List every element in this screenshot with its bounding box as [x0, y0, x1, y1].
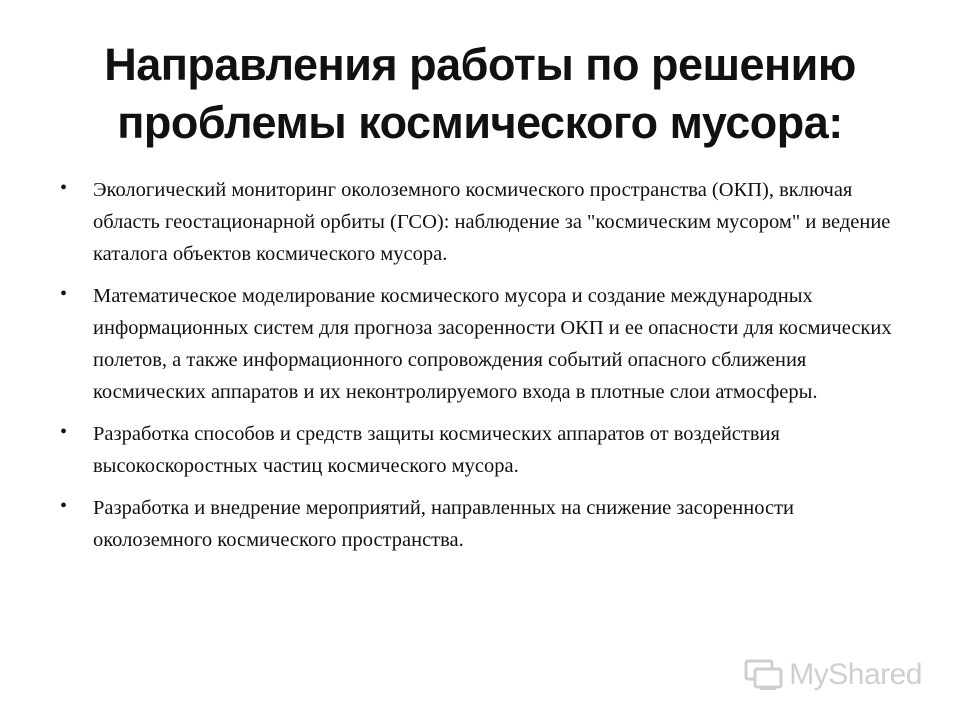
watermark-text: MyShared: [789, 658, 922, 691]
bullet-item: [60, 280, 910, 408]
bullet-list: [60, 174, 910, 566]
bullet-text: Разработка способов и средств защиты космических аппаратов от воздействия высокоскоростных частиц космического мусора.: [93, 423, 780, 477]
bullet-text: Экологический мониторинг околоземного космического пространства (ОКП), включая область геостационарной орбиты (ГСО): наблюдение за "космическим мусором" и ведение каталога объектов космического мусора.: [93, 179, 891, 265]
bullet-text: Математическое моделирование космического мусора и создание международных информационных систем для прогноза засоренности ОКП и ее опасности для космических полетов, а также информационного сопровождения событий опасного сближения космических аппаратов и их неконтролируемого входа в плотные слои атмосферы.: [93, 285, 892, 403]
bullet-item: [60, 418, 910, 482]
watermark: [743, 658, 922, 692]
bullet-item: [60, 174, 910, 270]
bullet-marker: •: [60, 421, 68, 443]
shared-screen-logo-icon: [743, 658, 783, 692]
slide-title: Направления работы по решению проблемы космического мусора:: [104, 39, 856, 148]
bullet-marker: •: [60, 283, 68, 305]
bullet-text: Разработка и внедрение мероприятий, направленных на снижение засоренности околоземного космического пространства.: [93, 497, 795, 551]
bullet-marker: •: [60, 177, 68, 199]
bullet-marker: •: [60, 495, 68, 517]
bullet-item: [60, 492, 910, 556]
